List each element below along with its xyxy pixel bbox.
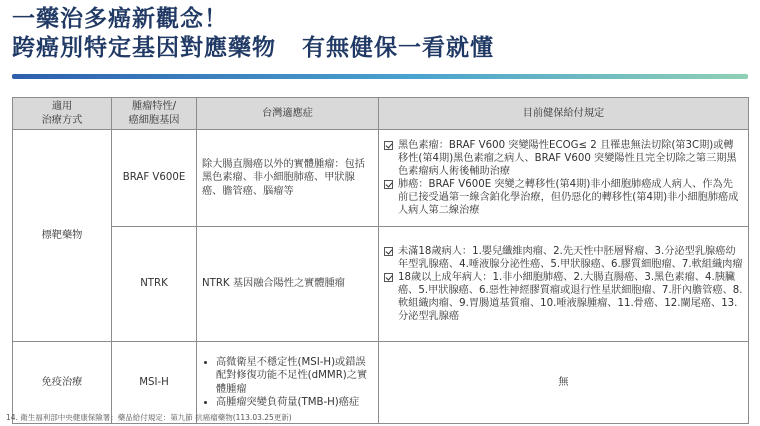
table-header-row xyxy=(13,98,749,130)
reimbursement-item xyxy=(384,178,743,217)
indication-cell: NTRK 基因融合陽性之實體腫瘤 xyxy=(197,227,379,342)
group-targeted-therapy: 標靶藥物 xyxy=(13,130,112,342)
header-tumor-feature-line-2: 癌細胞基因 xyxy=(128,114,180,126)
reimbursement-item-text: 未滿18歲病人：1.嬰兒纖維肉瘤、2.先天性中胚層腎瘤、3.分泌型乳腺癌幼年型乳腺癌、4.唾液腺分泌性癌、5.甲狀腺癌、6.膠質細胞瘤、7.軟組織肉瘤 xyxy=(398,245,743,270)
subtitle-part-1: 跨癌別特定基因對應藥物 xyxy=(12,35,276,61)
reimbursement-item xyxy=(384,245,743,271)
header-treatment-line-2: 治療方式 xyxy=(41,114,83,126)
checkbox-checked-icon xyxy=(384,180,393,189)
checkbox-checked-icon xyxy=(384,247,393,256)
drug-table-container xyxy=(12,97,748,424)
indication-bullet: • 高微衛星不穩定性(MSI-H)或錯誤配對修復功能不足性(dMMR)之實體腫瘤 xyxy=(216,356,373,395)
page-title: 一藥治多癌新觀念！ xyxy=(12,6,228,32)
header-indication: 台灣適應症 xyxy=(197,98,379,130)
table-row-ntrk xyxy=(13,227,749,342)
reimbursement-cell: 無 xyxy=(379,342,749,424)
header-reimbursement: 目前健保給付規定 xyxy=(379,98,749,130)
reimbursement-cell xyxy=(379,130,749,227)
table-row-braf xyxy=(13,130,749,227)
gene-cell: MSI-H xyxy=(112,342,197,424)
title-underline-rule xyxy=(12,74,748,79)
group-immunotherapy: 免疫治療 xyxy=(13,342,112,424)
reimbursement-item xyxy=(384,139,743,178)
reimbursement-item-text: 18歲以上成年病人：1.非小細胞肺癌、2.大腸直腸癌、3.黑色素瘤、4.胰臟癌、5.甲狀腺癌、6.惡性神經膠質瘤或退行性星狀細胞瘤、7.肝內膽管癌、8.軟組織肉瘤、9.胃腸道基質瘤、10.唾液腺腫瘤、11.骨癌、12.闌尾癌、13.分泌型乳腺癌 xyxy=(398,271,743,323)
header-tumor-feature-line-1: 腫瘤特性/ xyxy=(131,101,177,113)
subtitle-part-2: 有無健保一看就懂 xyxy=(302,35,494,61)
indication-cell: 除大腸直腸癌以外的實體腫瘤：包括黑色素瘤、非小細胞肺癌、甲狀腺癌、膽管癌、腦瘤等 xyxy=(197,130,379,227)
indication-bullet: • 高腫瘤突變負荷量(TMB-H)癌症 xyxy=(216,396,373,409)
checkbox-checked-icon xyxy=(384,273,393,282)
reimbursement-item-text: 肺癌：BRAF V600E 突變之轉移性(第4期)非小細胞肺癌成人病人、作為先前已接受過第一線含鉑化學治療，但仍惡化的轉移性(第4期)非小細胞肺癌成人病人第二線治療 xyxy=(398,179,739,217)
header-treatment-line-1: 適用 xyxy=(51,101,73,113)
reimbursement-item xyxy=(384,271,743,323)
header-treatment xyxy=(13,98,112,130)
reimbursement-item-text: 黑色素瘤：BRAF V600 突變陽性ECOG≤ 2 且罹患無法切除(第3C期)或轉移性(第4期)黑色素瘤之病人、BRAF V600 突變陽性且完全切除之第三期黑色素瘤病人術後輔助治療 xyxy=(398,139,737,177)
drug-reimbursement-table xyxy=(12,97,749,424)
header-tumor-feature xyxy=(112,98,197,130)
gene-cell: NTRK xyxy=(112,227,197,342)
source-footnote: 14. 衛生福利部中央健康保險署：藥品給付規定：第九節 抗癌瘤藥物(113.03.25更新) xyxy=(6,413,292,422)
indication-bullet-list xyxy=(202,356,373,408)
reimbursement-cell xyxy=(379,227,749,342)
gene-cell: BRAF V600E xyxy=(112,130,197,227)
page-subtitle xyxy=(12,37,494,60)
checkbox-checked-icon xyxy=(384,141,393,150)
